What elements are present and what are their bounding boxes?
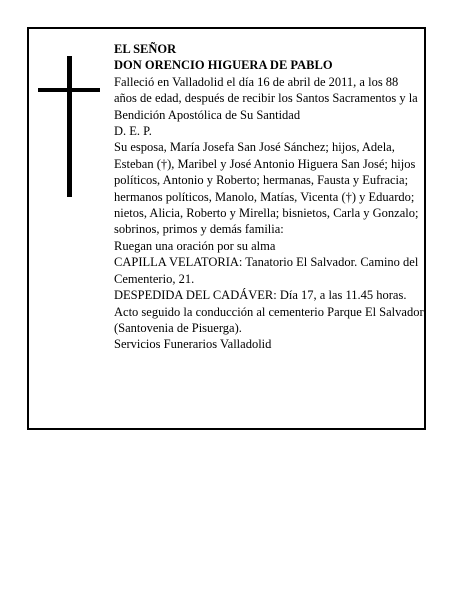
farewell-line: DESPEDIDA DEL CADÁVER: Día 17, a las 11.45 horas. Acto seguido la conducción al cementerio Parque El Salvador (Santovenia de Pisuerga).: [114, 288, 424, 335]
obituary-notice: [27, 27, 426, 430]
notice-text: [114, 41, 424, 353]
chapel-line: CAPILLA VELATORIA: Tanatorio El Salvador. Camino del Cementerio, 21.: [114, 255, 419, 286]
dep-line: D. E. P.: [114, 124, 152, 139]
deceased-name: DON ORENCIO HIGUERA DE PABLO: [114, 58, 333, 73]
death-paragraph: Falleció en Valladolid el día 16 de abril de 2011, a los 88 años de edad, después de recibir los Santos Sacramentos y la Bendición Apostólica de Su Santidad: [114, 74, 418, 122]
prayer-request: Ruegan una oración por su alma: [114, 238, 276, 253]
cross-vertical-bar: [67, 56, 72, 197]
funeral-services: Servicios Funerarios Valladolid: [114, 337, 272, 352]
family-paragraph: Su esposa, María Josefa San José Sánchez; hijos, Adela, Esteban (†), Maribel y José Antonio Higuera San José; hijos políticos, Antonio y Roberto; hermanas, Fausta y Eufracia; hermanos políticos, Manolo, Matías, Vicenta (†) y Eduardo; nietos, Alicia, Roberto y Mirella; bisnietos, Carla y Gonzalo; sobrinos, primos y demás familia:: [114, 140, 419, 237]
heading-title: EL SEÑOR: [114, 42, 177, 56]
cross-horizontal-bar: [38, 88, 100, 92]
